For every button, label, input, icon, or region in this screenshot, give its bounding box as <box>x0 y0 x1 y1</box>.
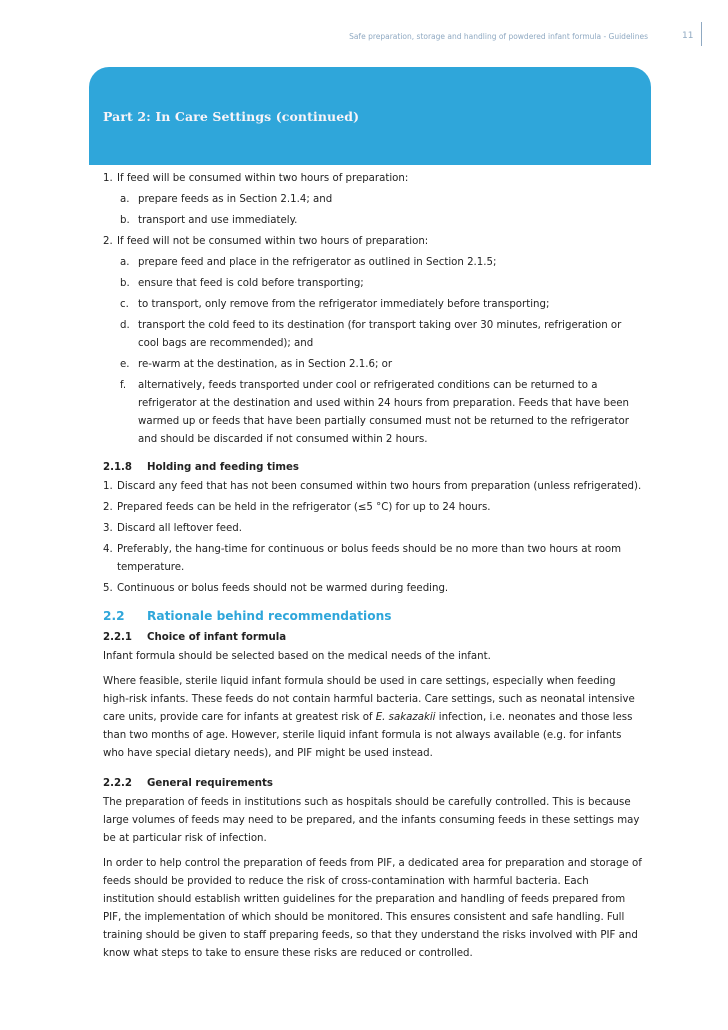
list-text: Prepared feeds can be held in the refrigerator (≤5 °C) for up to 24 hours. <box>117 502 491 513</box>
section-number: 2.1.8 <box>103 462 133 473</box>
list-number: 1. <box>103 481 113 492</box>
sub-text: prepare feed and place in the refrigerator as outlined in Section 2.1.5; <box>138 257 497 268</box>
paragraph: In order to help control the preparation of feeds from PIF, a dedicated area for preparation and storage of feeds should be provided to reduce the risk of cross-contamination with harmful bacteria. Each institution should establish written guidelines for the preparation and handling of feeds prepared from PIF, the implementation of which should be monitored. This ensures consistent and safe handling. Full training should be given to staff preparing feeds, so that they understand the risks involved with PIF and know what steps to take to ensure these risks are reduced or controlled. <box>103 858 642 959</box>
section-title: Choice of infant formula <box>147 632 287 643</box>
paragraph: Infant formula should be selected based on the medical needs of the infant. <box>103 651 491 662</box>
list-text: If feed will not be consumed within two hours of preparation: <box>117 236 429 247</box>
section-number: 2.2.2 <box>103 778 133 789</box>
holding-times-list <box>103 478 643 598</box>
header-divider <box>701 22 702 46</box>
sub-text: transport and use immediately. <box>138 215 298 226</box>
paragraph-text: Where feasible, sterile liquid infant formula should be used in care settings, especially when feeding high-risk infants. These feeds do not contain harmful bacteria. Care settings, such as neonatal intensive care units, provide care for infants at greatest risk of <box>103 676 635 723</box>
sub-letter: a. <box>120 257 130 268</box>
section-heading-2-2 <box>103 607 643 625</box>
section-title: Rationale behind recommendations <box>147 609 392 623</box>
paragraph <box>103 673 643 763</box>
sub-text: alternatively, feeds transported under cool or refrigerated conditions can be returned to a refrigerator at the destination and used within 24 hours from preparation. Feeds that have been warmed up or feeds that have been partially consumed must not be returned to the refrigerator and should be discarded if not consumed within 2 hours. <box>138 380 630 445</box>
list-text: Preferably, the hang-time for continuous or bolus feeds should be no more than two hours at room temperature. <box>117 544 622 573</box>
list-number: 2. <box>103 502 113 513</box>
section-number: 2.2.1 <box>103 632 133 643</box>
section-title: General requirements <box>147 778 273 789</box>
list-text: Discard all leftover feed. <box>117 523 242 534</box>
list-item <box>103 520 643 538</box>
list-item <box>103 580 643 598</box>
section-title: Holding and feeding times <box>147 462 299 473</box>
list-item <box>103 541 643 577</box>
running-header: Safe preparation, storage and handling of powdered infant formula - Guidelines <box>349 32 648 41</box>
sub-letter: e. <box>120 359 130 370</box>
sub-text: transport the cold feed to its destination (for transport taking over 30 minutes, refrigeration or cool bags are recommended); and <box>138 320 622 349</box>
page-content <box>103 167 643 970</box>
sub-list-item <box>103 377 643 449</box>
section-number: 2.2 <box>103 609 125 623</box>
sub-list-item <box>103 356 643 374</box>
sub-letter: f. <box>120 380 127 391</box>
list-text: Continuous or bolus feeds should not be warmed during feeding. <box>117 583 449 594</box>
sub-list-item <box>103 191 643 209</box>
paragraph: The preparation of feeds in institutions such as hospitals should be carefully controlled. This is because large volumes of feeds may need to be prepared, and the infants consuming feeds in these settings may be at particular risk of infection. <box>103 797 640 844</box>
list-item <box>103 233 643 251</box>
sub-letter: b. <box>120 278 130 289</box>
list-item <box>103 170 643 188</box>
list-text: If feed will be consumed within two hours of preparation: <box>117 173 409 184</box>
subsection-heading-2-2-2 <box>103 775 643 793</box>
sub-letter: b. <box>120 215 130 226</box>
paragraph-text: infection, i.e. neonates and those less than two months of age. However, sterile liquid infant formula is not always available (e.g. for infants who have special dietary needs), and PIF might be used instead. <box>103 712 633 759</box>
sub-letter: a. <box>120 194 130 205</box>
list-number: 4. <box>103 544 113 555</box>
sub-letter: d. <box>120 320 130 331</box>
sub-list-item <box>103 275 643 293</box>
sub-text: re-warm at the destination, as in Section 2.1.6; or <box>138 359 393 370</box>
list-number: 5. <box>103 583 113 594</box>
sub-list-item <box>103 212 643 230</box>
transport-list <box>103 170 643 449</box>
subsection-heading-2-1-8 <box>103 459 643 477</box>
list-item <box>103 499 643 517</box>
list-text: Discard any feed that has not been consumed within two hours from preparation (unless refrigerated). <box>117 481 642 492</box>
sub-text: ensure that feed is cold before transporting; <box>138 278 364 289</box>
banner-title: Part 2: In Care Settings (continued) <box>103 109 360 124</box>
subsection-heading-2-2-1 <box>103 629 643 647</box>
list-item <box>103 478 643 496</box>
sub-letter: c. <box>120 299 129 310</box>
sub-text: to transport, only remove from the refrigerator immediately before transporting; <box>138 299 550 310</box>
sub-list-item <box>103 254 643 272</box>
sub-list-item <box>103 317 643 353</box>
page-number: 11 <box>682 31 694 41</box>
species-name: E. sakazakii <box>375 712 436 723</box>
sub-text: prepare feeds as in Section 2.1.4; and <box>138 194 333 205</box>
sub-list-item <box>103 296 643 314</box>
list-number: 1. <box>103 173 113 184</box>
list-number: 3. <box>103 523 113 534</box>
list-number: 2. <box>103 236 113 247</box>
